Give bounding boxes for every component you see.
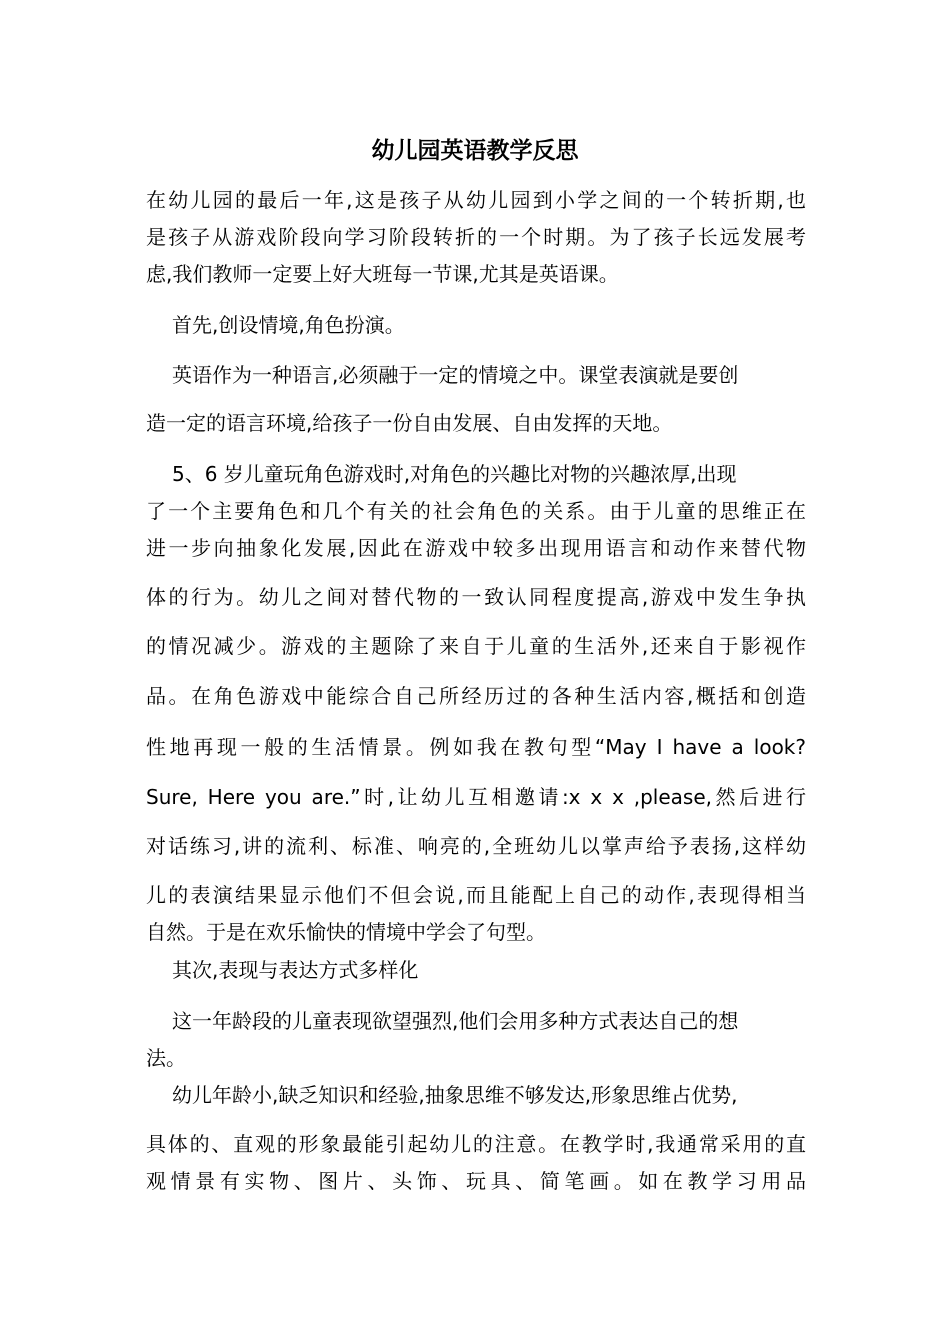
paragraph-line: 体的行为。幼儿之间对替代物的一致认同程度提高,游戏中发生争执 [146, 585, 806, 609]
paragraph-line: 自然。于是在欢乐愉快的情境中学会了句型。 [146, 920, 546, 944]
paragraph-line: 性地再现一般的生活情景。例如我在教句型“May I have a look? [146, 735, 806, 759]
paragraph-line: Sure, Here you are.”时,让幼儿互相邀请:x x x ,please,然后进行 [146, 785, 806, 809]
paragraph-line: 虑,我们教师一定要上好大班每一节课,尤其是英语课。 [146, 262, 619, 286]
document-title: 幼儿园英语教学反思 [371, 137, 579, 164]
paragraph-line: 品。在角色游戏中能综合自己所经历过的各种生活内容,概括和创造 [146, 684, 806, 708]
section-heading: 首先,创设情境,角色扮演。 [172, 313, 405, 337]
paragraph-line: 幼儿年龄小,缺乏知识和经验,抽象思维不够发达,形象思维占优势, [172, 1083, 738, 1107]
paragraph-line: 儿的表演结果显示他们不但会说,而且能配上自己的动作,表现得相当 [146, 883, 806, 907]
paragraph-line: 对话练习,讲的流利、标准、响亮的,全班幼儿以掌声给予表扬,这样幼 [146, 834, 806, 858]
paragraph-line: 观情景有实物、图片、头饰、玩具、简笔画。如在教学习用品 [146, 1169, 806, 1193]
paragraph-line: 造一定的语言环境,给孩子一份自由发展、自由发挥的天地。 [146, 411, 673, 435]
paragraph-line: 法。 [146, 1046, 186, 1070]
paragraph-line: 在幼儿园的最后一年,这是孩子从幼儿园到小学之间的一个转折期,也 [146, 188, 806, 212]
paragraph-line: 的情况减少。游戏的主题除了来自于儿童的生活外,还来自于影视作 [146, 634, 806, 658]
paragraph-line: 英语作为一种语言,必须融于一定的情境之中。课堂表演就是要创 [172, 363, 739, 387]
paragraph-line: 进一步向抽象化发展,因此在游戏中较多出现用语言和动作来替代物 [146, 536, 806, 560]
paragraph-line: 了一个主要角色和几个有关的社会角色的关系。由于儿童的思维正在 [146, 499, 806, 523]
paragraph-line: 是孩子从游戏阶段向学习阶段转折的一个时期。为了孩子长远发展考 [146, 225, 806, 249]
paragraph-line: 5、6 岁儿童玩角色游戏时,对角色的兴趣比对物的兴趣浓厚,出现 [172, 462, 737, 486]
section-heading: 其次,表现与表达方式多样化 [172, 958, 419, 982]
paragraph-line: 具体的、直观的形象最能引起幼儿的注意。在教学时,我通常采用的直 [146, 1132, 806, 1156]
paragraph-line: 这一年龄段的儿童表现欲望强烈,他们会用多种方式表达自己的想 [172, 1009, 739, 1033]
